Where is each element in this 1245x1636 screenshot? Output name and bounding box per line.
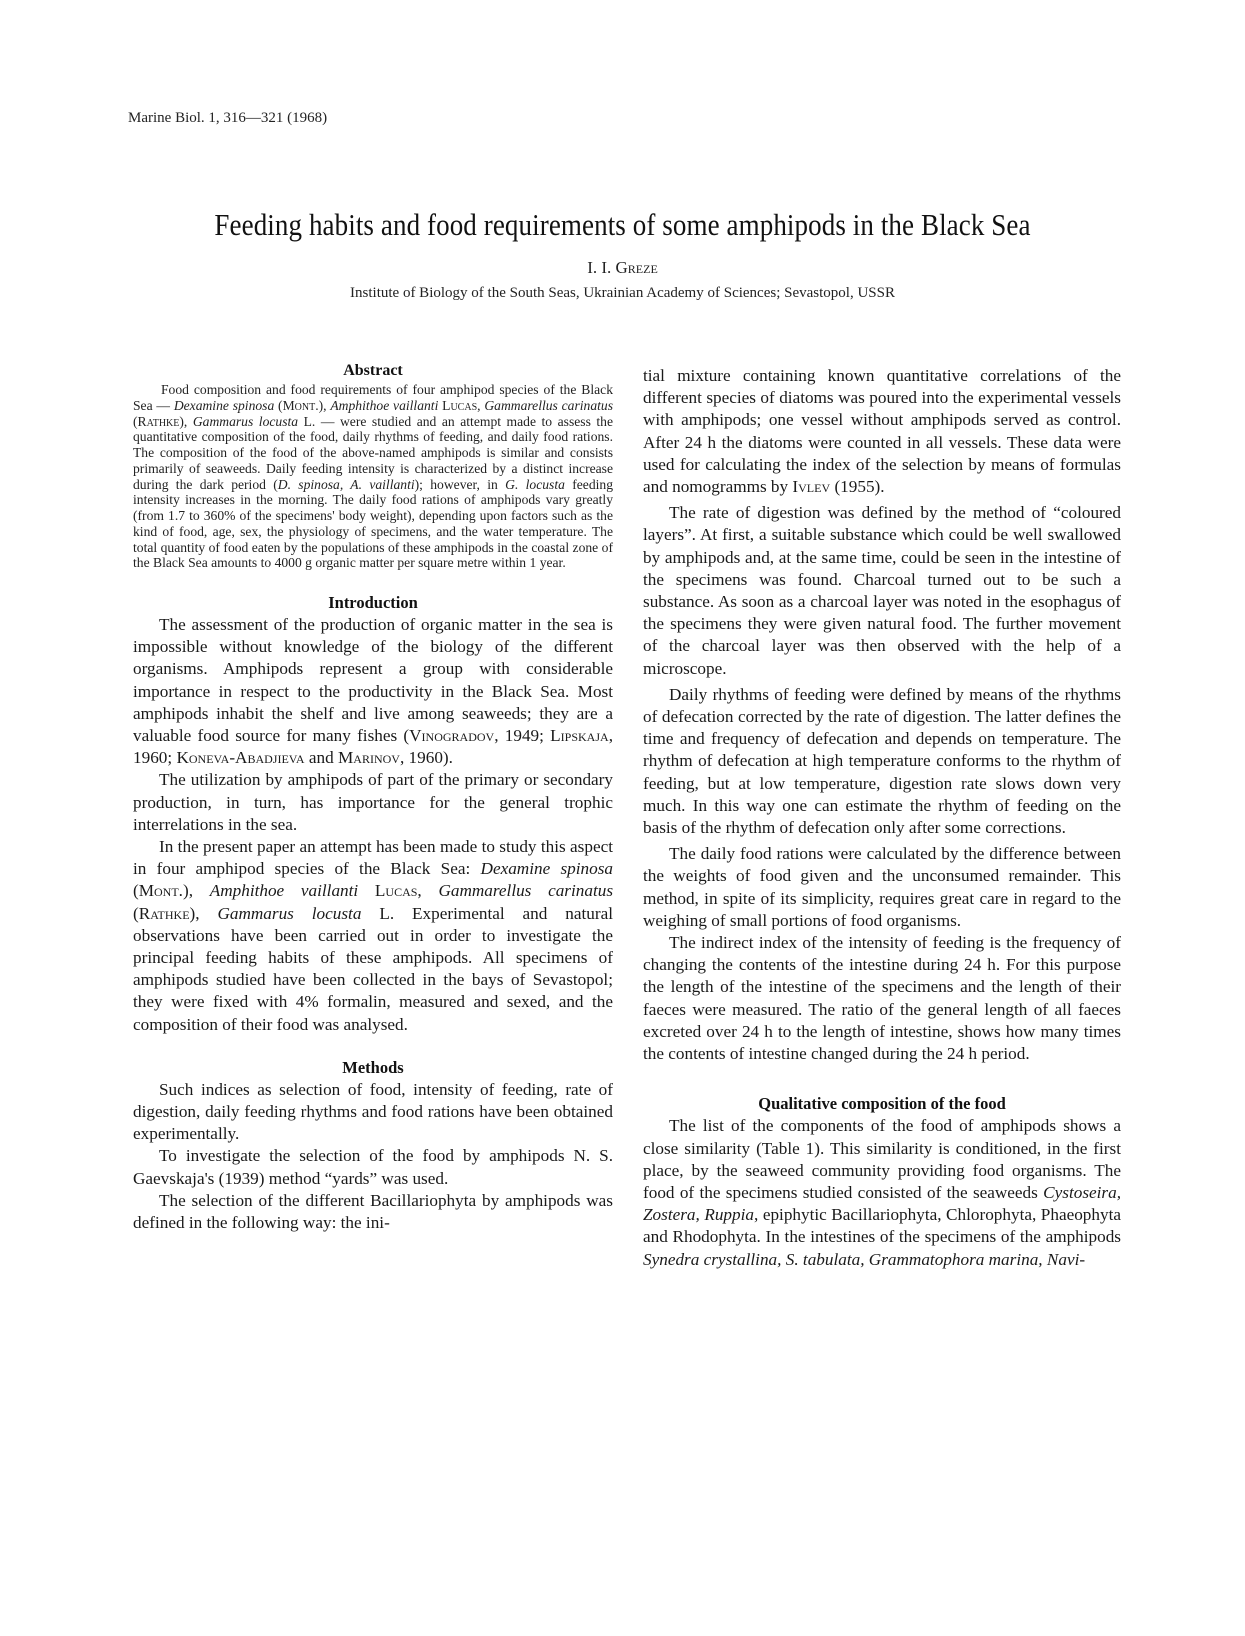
left-column [133, 362, 613, 1234]
italic-term: Gammarellus carinatus [438, 881, 614, 901]
methods-paragraph-5: Daily rhythms of feeding were defined by means of the rhythms of defecation corrected by the rate of digestion. The latter defines the time and frequency of defecation and depends on temperature. The rhythm of defecation at high temperature conforms to the rhythm of feeding, but at low temperature, digestion rate slows down very much. In this way one can estimate the rhythm of feeding on the basis of the rhythm of defecation only after some corrections. [643, 684, 1121, 838]
italic-term: Amphithoe vaillanti [330, 397, 439, 413]
small-caps-name: Rathke [138, 903, 190, 923]
qualitative-paragraph-1: The list of the components of the food of amphipods shows a close similarity (Table 1). This similarity is conditioned, in the first place, by the seaweed community providing food organisms. The food of the specimens studied consisted of the seaweeds Cystoseira, Zostera, Ruppia, epiphytic Bacillariophyta, Chlorophyta, Phaeophyta and Rhodophyta. In the intestines of the specimens of the amphipods Synedra crystallina, S. tabulata, Grammatophora marina, Navi- [643, 1116, 1121, 1269]
italic-term: Gammarus locusta [217, 903, 362, 923]
small-caps-name: Mont. [282, 397, 319, 413]
methods-paragraph-6: The daily food rations were calculated by the difference between the weights of food given and the unconsumed remainder. This method, in spite of its simplicity, requires great care in regard to the weighing of small portions of food organisms. [643, 844, 1121, 930]
methods-paragraph-7: The indirect index of the intensity of feeding is the frequency of changing the contents of the intestine during 24 h. For this purpose the length of the intestine of the specimens and the length of their faeces were measured. The ratio of the general length of all faeces excreted over 24 h to the length of intestine, shows how many times the contents of intestine changed during the 24 h period. [643, 933, 1121, 1064]
small-caps-name: Rathke [137, 413, 180, 429]
section-heading-methods: Methods [342, 1057, 404, 1077]
article-title: Feeding habits and food requirements of some amphipods in the Black Sea [214, 208, 1031, 242]
intro-paragraph-1: The assessment of the production of organic matter in the sea is impossible without knowledge of the biology of the different organisms. Amphipods represent a group with considerable importance in respect to the productivity in the Black Sea. Most amphipods inhabit the shelf and live among seaweeds; they are a valuable food source for many fishes (Vinogradov, 1949; Lipskaja, 1960; Koneva-Abadjieva and Marinov, 1960). [133, 615, 613, 768]
small-caps-name: Koneva-Abadjieva [176, 748, 305, 768]
running-head: Marine Biol. 1, 316—321 (1968) [128, 110, 328, 126]
italic-term: D. spinosa, A. vaillanti [277, 476, 415, 492]
small-caps-name: Lipskaja [550, 726, 609, 746]
author-name-text: I. I. Greze [587, 258, 658, 277]
section-heading-introduction: Introduction [328, 593, 418, 612]
small-caps-name: Vinogradov [409, 726, 495, 746]
affiliation: Institute of Biology of the South Seas, Ukrainian Academy of Sciences; Sevastopol, USSR [350, 285, 895, 301]
methods-paragraph-4: The rate of digestion was defined by the method of “coloured layers”. At first, a suitable substance which could be well swallowed by amphipods and, at the same time, could be seen in the intestine of the specimens was found. Charcoal turned out to be such a substance. As soon as a charcoal layer was noted in the esophagus of the specimens they were given natural food. The further movement of the charcoal layer was then observed with the help of a microscope. [643, 503, 1121, 678]
italic-term: Gammarus locusta [192, 413, 299, 429]
abstract-text: Food composition and food requirements of four amphipod species of the Black Sea — Dexamine spinosa (Mont.), Amphithoe vaillanti Lucas, Gammarellus carinatus (Rathke), Gammarus locusta L. — were studied and an attempt made to assess the quantitative composition of the food, daily rhythms of feeding, and daily food rations. The composition of the food of the above-named amphipods is similar and consists primarily of seaweeds. Daily feeding intensity is characterized by a distinct increase during the dark period (D. spinosa, A. vaillanti); however, in G. locusta feeding intensity increases in the morning. The daily food rations of amphipods vary greatly (from 1.7 to 360% of the specimens' body weight), depending upon factors such as the kind of food, age, sex, the physiology of specimens, and the water temperature. The total quantity of food eaten by the populations of these amphipods in the coastal zone of the Black Sea amounts to 4000 g organic matter per square metre within 1 year. [133, 382, 614, 571]
italic-term: Gammarellus carinatus [484, 397, 613, 413]
small-caps-name: Mont. [138, 881, 183, 901]
section-heading-qualitative-composition: Qualitative composition of the food [758, 1094, 1006, 1114]
abstract-heading: Abstract [343, 362, 403, 379]
small-caps-name: Lucas [374, 881, 418, 901]
intro-paragraph-2: The utilization by amphipods of part of the primary or secondary production, in turn, has importance for the general trophic interrelations in the sea. [133, 770, 613, 834]
small-caps-name: Marinov [338, 748, 400, 768]
italic-term: G. locusta [505, 476, 565, 492]
italic-term: Amphithoe vaillanti [209, 881, 359, 901]
right-column [643, 365, 1121, 1271]
methods-paragraph-3-continued: tial mixture containing known quantitative correlations of the different species of diatoms was poured into the experimental vessels with amphipods; one vessel without amphipods served as control. After 24 h the diatoms were counted in all vessels. These data were used for calculating the index of the selection by means of formulas and nomogramms by Ivlev (1955). [643, 366, 1121, 497]
small-caps-name: Lucas [442, 397, 478, 413]
italic-term: Synedra crystallina, S. tabulata, Grammatophora marina, Navi- [643, 1249, 1086, 1269]
italic-term: Dexamine spinosa [173, 397, 275, 413]
methods-paragraph-1: Such indices as selection of food, intensity of feeding, rate of digestion, daily feeding rhythms and food rations have been obtained experimentally. [133, 1079, 613, 1144]
intro-paragraph-3: In the present paper an attempt has been made to study this aspect in four amphipod species of the Black Sea: Dexamine spinosa (Mont.), Amphithoe vaillanti Lucas, Gammarellus carinatus (Rathke), Gammarus locusta L. Experimental and natural observations have been carried out in order to investigate the principal feeding habits of these amphipods. All specimens of amphipods studied have been collected in the bays of Sevastopol; they were fixed with 4% formalin, measured and sexed, and the composition of their food was analysed. [133, 837, 614, 1034]
italic-term: Dexamine spinosa [480, 859, 614, 879]
italic-term: Cystoseira, Zostera, Ruppia [643, 1182, 1121, 1225]
author-name [0, 258, 1245, 278]
methods-paragraph-3: The selection of the different Bacillariophyta by amphipods was defined in the following way: the ini- [133, 1190, 613, 1233]
small-caps-name: Ivlev [792, 477, 831, 497]
methods-paragraph-2: To investigate the selection of the food by amphipods N. S. Gaevskaja's (1939) method “yards” was used. [133, 1146, 613, 1188]
